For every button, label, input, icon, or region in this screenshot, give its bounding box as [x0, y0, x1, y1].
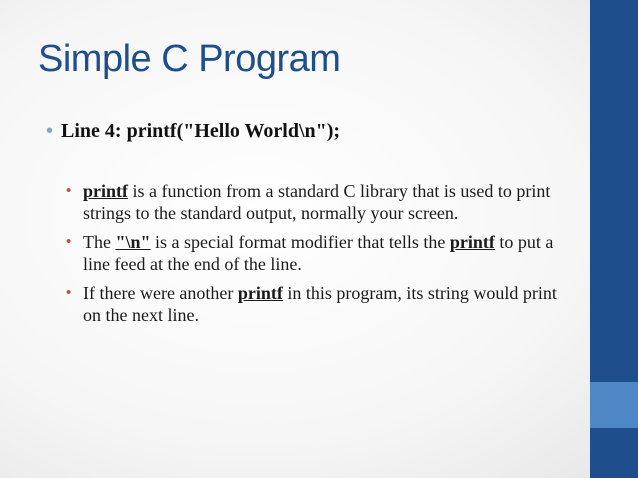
sub-bullet-dot-icon: • — [66, 284, 72, 301]
sub-bullet-text: to put a line feed at the end of the line. — [83, 232, 554, 274]
sub-bullet-text: The — [83, 232, 116, 252]
sub-bullet-text: in this program, its string would print on the next line. — [83, 283, 557, 325]
keyword-printf: printf — [449, 232, 495, 252]
sub-bullet-text: is a special format modifier that tells the — [150, 232, 450, 252]
keyword-printf: printf — [237, 283, 283, 303]
sub-bullet-2 — [66, 231, 576, 275]
sub-bullet-dot-icon: • — [66, 182, 72, 199]
main-bullet-text: Line 4: printf("Hello World\n"); — [61, 120, 341, 142]
sub-bullet-dot-icon: • — [66, 233, 72, 250]
sub-bullet-text: If there were another — [83, 283, 238, 303]
bullet-dot-icon: • — [46, 120, 54, 142]
side-accent-block — [590, 382, 638, 428]
sub-bullet-text: is a function from a standard C library that is used to print strings to the standard output, normally your screen. — [83, 181, 551, 223]
sub-bullet-list — [66, 180, 576, 333]
keyword-printf: printf — [83, 181, 128, 201]
keyword-newline: "\n" — [115, 232, 151, 252]
sub-bullet-3 — [66, 282, 576, 326]
slide-title: Simple C Program — [38, 38, 341, 80]
main-bullet — [46, 120, 340, 143]
sub-bullet-1 — [66, 180, 576, 224]
